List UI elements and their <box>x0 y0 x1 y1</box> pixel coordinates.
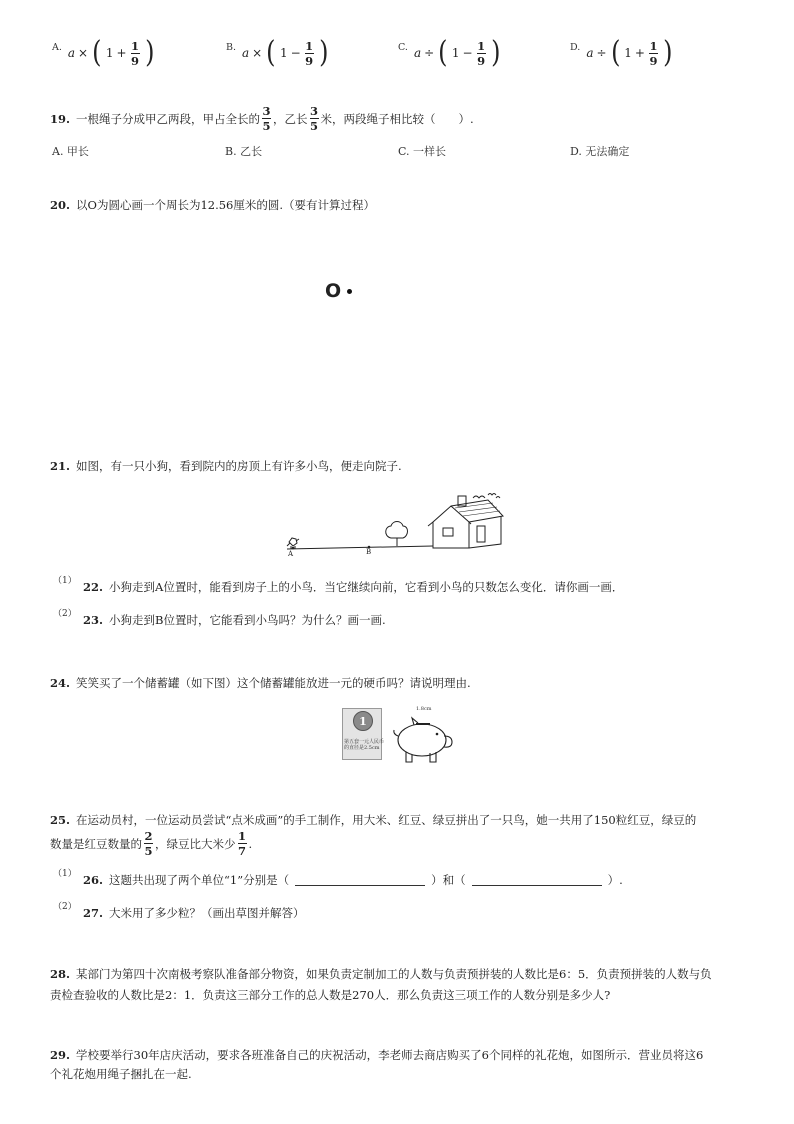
sub-question-label: （2） <box>53 902 77 912</box>
center-label: O <box>325 280 342 302</box>
frac-num: 1 <box>477 38 486 53</box>
right-paren: ) <box>144 35 155 70</box>
q27-stem <box>83 905 305 921</box>
coin-value: 1 <box>359 714 367 728</box>
question-number: 21. <box>50 459 71 473</box>
question-number: 23. <box>83 613 104 627</box>
coin-caption-line-2: 的直径是2.5cm <box>344 745 380 751</box>
q28-line-1 <box>50 966 712 982</box>
frac-num: 3 <box>262 104 271 118</box>
q25-fraction-1 <box>144 830 153 857</box>
left-paren: ( <box>92 35 102 70</box>
q19-text-a: 一根绳子分成甲乙两段，甲占全长的 <box>76 111 261 126</box>
question-number: 26. <box>83 873 104 887</box>
q18-option-d[interactable]: D. a ÷ ( 1 + $\frac{1}{9}$ ) <box>570 35 673 70</box>
q29-line-1 <box>50 1047 703 1063</box>
frac-num: 1 <box>305 38 314 53</box>
q18-option-a[interactable]: A. a × ( 1 + $\frac{1}{9}$ ) <box>52 35 155 70</box>
math-one: 1 <box>105 46 114 60</box>
math-sign: − <box>462 46 473 60</box>
right-paren: ) <box>318 35 329 70</box>
center-dot <box>347 289 352 294</box>
circle-center-point <box>325 280 352 302</box>
frac-num: 1 <box>237 829 246 843</box>
frac-den: 5 <box>144 844 153 858</box>
math-sign: + <box>634 46 645 60</box>
q22-stem <box>83 579 623 595</box>
frac-den: 5 <box>262 119 271 133</box>
frac-den: 7 <box>237 844 246 858</box>
q25-text-a: 数量是红豆数量的 <box>50 836 142 851</box>
dog-house-figure <box>283 486 508 566</box>
frac-num: 2 <box>144 829 153 843</box>
frac-den: 9 <box>305 53 314 68</box>
q29-line-2 <box>50 1066 192 1082</box>
q27-text: 大米用了多少粒？（画出草图并解答） <box>109 906 305 920</box>
question-number: 19. <box>50 111 71 126</box>
sub-question-label: （2） <box>53 609 77 619</box>
question-number: 24. <box>50 676 71 690</box>
q26-text-b: ）和（ <box>431 873 466 887</box>
question-number: 25. <box>50 813 71 827</box>
q19-fraction-1 <box>262 105 271 132</box>
q28-text-line-2: 责检查验收的人数比是2：1．负责这三部分工作的总人数是270人．那么负责这三项工作的人数分别是多少人? <box>50 988 611 1002</box>
q29-text-line-2: 个礼花炮用绳子捆扎在一起. <box>50 1067 192 1081</box>
house-icon <box>428 496 503 548</box>
q18-option-c[interactable]: C. a ÷ ( 1 − $\frac{1}{9}$ ) <box>398 35 501 70</box>
q19-option-c[interactable]: C. 一样长 <box>398 145 447 158</box>
math-operator: × <box>252 46 263 60</box>
point-b-label: B <box>366 548 372 556</box>
q19-text-b: ，乙长 <box>273 111 308 126</box>
math-fraction <box>649 40 658 67</box>
question-number: 20. <box>50 198 71 212</box>
q25-fraction-2 <box>238 830 247 857</box>
q25-line-1 <box>50 812 696 828</box>
q18-option-b[interactable]: B. a × ( 1 − $\frac{1}{9}$ ) <box>226 35 329 70</box>
left-paren: ( <box>438 35 448 70</box>
question-number: 27. <box>83 906 104 920</box>
q20-stem <box>50 197 375 213</box>
q25-text-line-1: 在运动员村，一位运动员尝试“点米成画”的手工制作，用大米、红豆、绿豆拼出了一只鸟，她一共用了150粒红豆，绿豆的 <box>76 813 697 827</box>
coin-card <box>342 708 385 760</box>
math-sign: − <box>290 46 301 60</box>
tree-icon <box>386 522 408 547</box>
q26-text-a: 这题共出现了两个单位“1”分别是（ <box>109 873 290 887</box>
math-sign: + <box>116 46 127 60</box>
frac-den: 9 <box>131 53 140 68</box>
math-operator: × <box>78 46 89 60</box>
q25-line-2 <box>50 830 252 857</box>
left-paren: ( <box>266 35 276 70</box>
answer-blank-2[interactable] <box>472 874 602 886</box>
answer-blank-1[interactable] <box>295 874 425 886</box>
q28-line-2 <box>50 987 610 1003</box>
point-a-label: A <box>288 550 294 558</box>
math-fraction <box>131 40 140 67</box>
math-fraction <box>305 40 314 67</box>
math-one: 1 <box>451 46 460 60</box>
q23-text: 小狗走到B位置时，它能看到小鸟吗？为什么？画一画. <box>109 613 386 627</box>
q29-text-line-1: 学校要举行30年店庆活动，要求各班准备自己的庆祝活动，李老师去商店购买了6个同样的礼花炮，如图所示．营业员将这6 <box>76 1048 704 1062</box>
piggy-bank-icon <box>392 710 456 768</box>
right-paren: ) <box>663 35 673 70</box>
coin-caption <box>344 739 384 751</box>
math-operator: ÷ <box>596 46 607 60</box>
frac-num: 3 <box>310 104 319 118</box>
q18-option-c-expression <box>413 35 501 70</box>
q24-stem <box>50 675 471 691</box>
slot-size-label: 1.8cm <box>416 706 432 712</box>
frac-num: 1 <box>649 38 658 53</box>
q26-stem <box>83 872 623 888</box>
math-variable: a <box>67 46 76 60</box>
coin-caption-line-1: 第五套一元人民币 <box>344 739 385 745</box>
q23-stem <box>83 612 386 628</box>
question-number: 29. <box>50 1048 71 1062</box>
sub-question-label: （1） <box>53 869 77 879</box>
q19-option-b[interactable]: B. 乙长 <box>225 145 263 158</box>
q21-text: 如图，有一只小狗，看到院内的房顶上有许多小鸟，便走向院子. <box>76 459 402 473</box>
math-fraction <box>477 40 486 67</box>
q20-text: 以O为圆心画一个周长为12.56厘米的圆.（要有计算过程） <box>76 198 376 212</box>
q24-text: 笑笑买了一个储蓄罐（如下图）这个储蓄罐能放进一元的硬币吗？请说明理由. <box>76 676 471 690</box>
math-operator: ÷ <box>424 46 435 60</box>
right-paren: ) <box>490 35 501 70</box>
question-number: 28. <box>50 967 71 981</box>
q18-option-a-expression <box>67 35 155 70</box>
q19-option-a[interactable]: A. 甲长 <box>52 145 89 158</box>
coin-and-piggybank-figure <box>342 706 457 768</box>
frac-den: 9 <box>649 53 658 68</box>
frac-den: 9 <box>477 53 486 68</box>
sub-question-label: （1） <box>53 576 77 586</box>
q25-text-c: . <box>248 836 253 851</box>
q19-text-c: 米，两段绳子相比较（ ）. <box>320 111 474 126</box>
math-one: 1 <box>624 46 632 60</box>
left-paren: ( <box>610 35 621 70</box>
q22-text: 小狗走到A位置时，能看到房子上的小鸟．当它继续向前，它看到小鸟的只数怎么变化．请你画一画． <box>109 580 624 594</box>
math-variable: a <box>586 46 594 60</box>
question-number: 22. <box>83 580 104 594</box>
math-one: 1 <box>279 46 288 60</box>
q26-text-c: ）. <box>607 873 623 887</box>
q19-option-d[interactable]: D. 无法确定 <box>570 145 630 158</box>
q25-text-b: ，绿豆比大米少 <box>155 836 236 851</box>
math-variable: a <box>242 46 250 60</box>
math-variable: a <box>413 46 422 60</box>
dog-house-drawing <box>283 486 508 566</box>
q18-option-b-expression <box>242 35 329 70</box>
q19-stem <box>50 105 474 132</box>
frac-den: 5 <box>310 119 319 133</box>
q18-option-d-expression <box>586 35 673 70</box>
q21-stem <box>50 458 402 474</box>
q28-text-line-1: 某部门为第四十次南极考察队准备部分物资，如果负责定制加工的人数与负责预拼装的人数比是6：5．负责预拼装的人数与负 <box>76 967 712 981</box>
q19-fraction-2 <box>310 105 319 132</box>
frac-num: 1 <box>131 38 140 53</box>
coin-icon <box>353 711 373 731</box>
birds-icon <box>473 494 500 499</box>
